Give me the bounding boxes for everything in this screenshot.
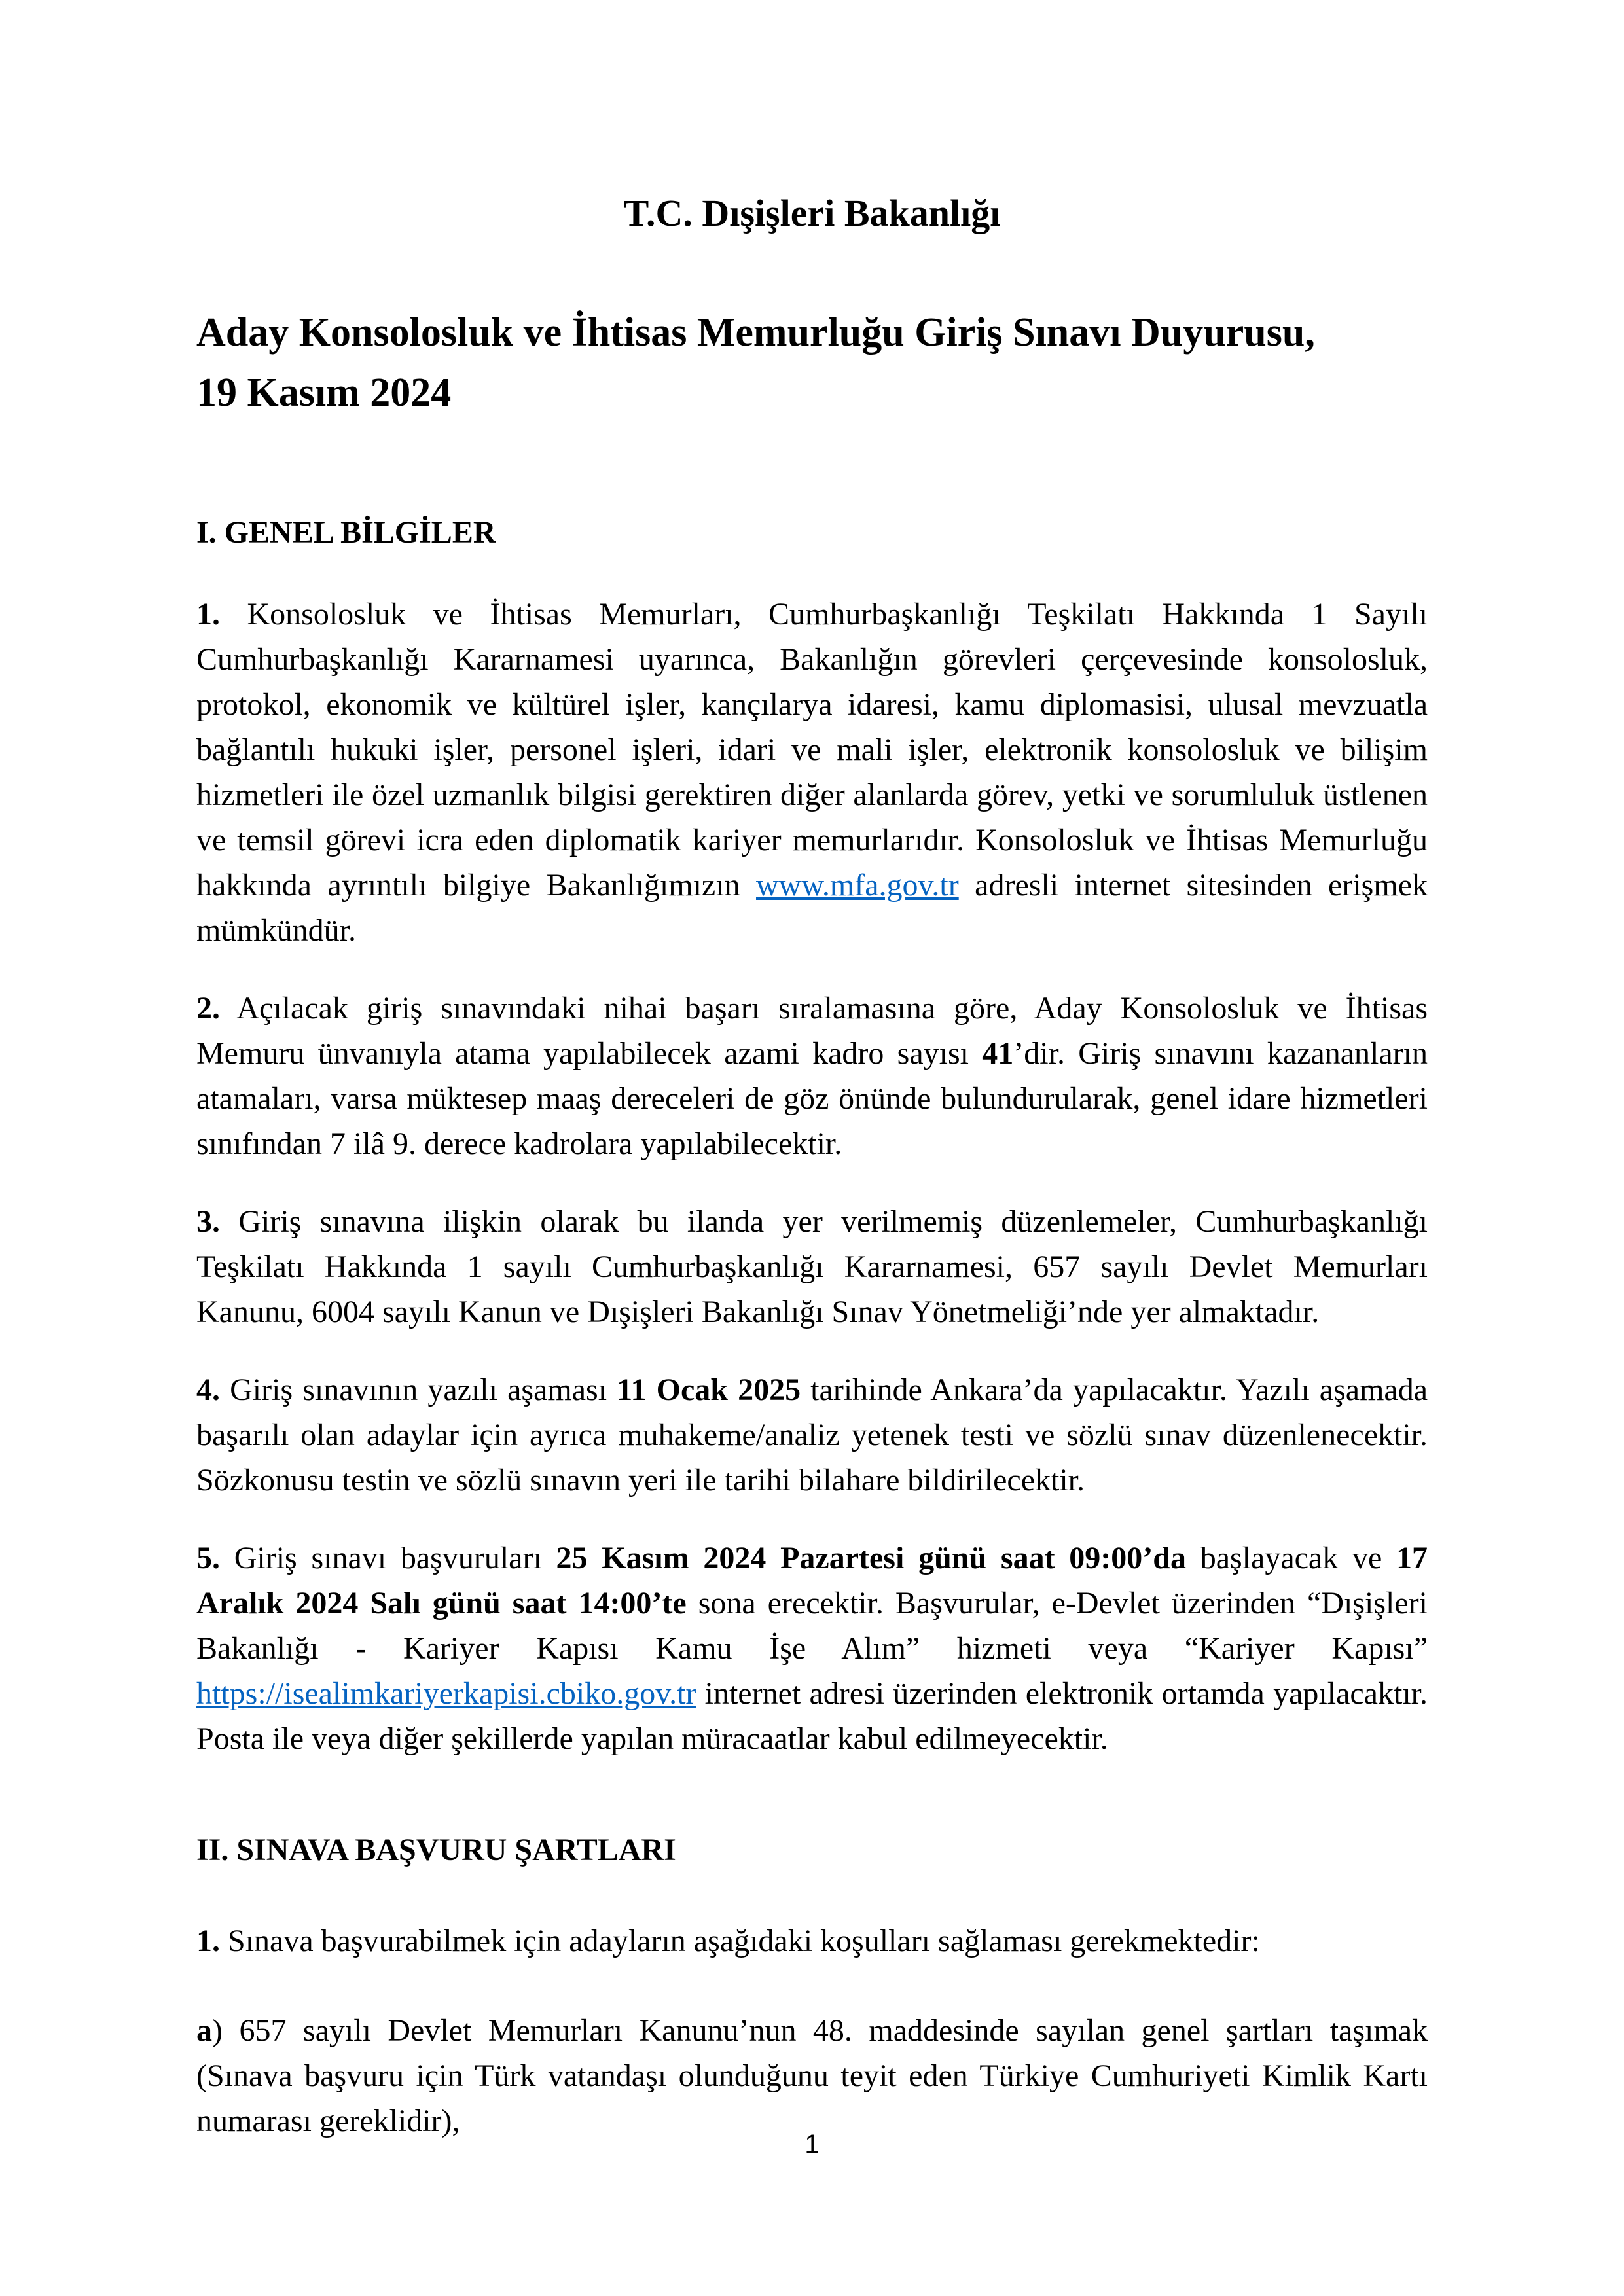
body-text: başlayacak ve — [1185, 1541, 1397, 1575]
item-number: 1. — [196, 597, 220, 632]
document-title: T.C. Dışişleri Bakanlığı — [623, 192, 1001, 234]
body-text: sona erecektir. Başvurular, e-Devlet üzerinden “Dışişleri Bakanlığı - Kariyer Kapısı Kamu İşe Alım” hizmeti veya “Kariyer Kapısı” — [196, 1586, 1428, 1666]
item-letter: a — [196, 2013, 212, 2048]
section-2-heading: II. SINAVA BAŞVURU ŞARTLARI — [196, 1833, 676, 1867]
body-text: Giriş sınavının yazılı aşaması — [220, 1372, 617, 1407]
item-number: 4. — [196, 1372, 220, 1407]
item-number: 5. — [196, 1541, 220, 1575]
paragraph-5 — [196, 1535, 1428, 1761]
body-text: tarihinde Ankara’da yapılacaktır. Yazılı aşamada başarılı olan adaylar için ayrıca muhakeme/analiz yetenek testi ve sözlü sınav düzenlenecektir. Sözkonusu testin ve sözlü sınavın yeri ile tarihi bilahare bildirilecektir. — [196, 1372, 1428, 1498]
page-number: 1 — [804, 2130, 820, 2159]
application-end-date: 17 Aralık 2024 Salı günü saat 14:00’te — [196, 1541, 1428, 1621]
body-text: Sınava başvurabilmek için adayların aşağıdaki koşulları sağlaması gerekmektedir: — [220, 1924, 1260, 1958]
paragraph-3 — [196, 1199, 1428, 1335]
announcement-heading — [196, 302, 1428, 423]
body-text: Giriş sınavına ilişkin olarak bu ilanda yer verilmemiş düzenlemeler, Cumhurbaşkanlığı Teşkilatı Hakkında 1 sayılı Cumhurbaşkanlığı Kararnamesi, 657 sayılı Devlet Memurları Kanunu, 6004 sayılı Kanun ve Dışişleri Bakanlığı Sınav Yönetmeliği’nde yer almaktadır. — [196, 1204, 1428, 1329]
body-text: ’dir. Giriş sınavını kazananların atamaları, varsa müktesep maaş dereceleri de göz önünde bulundurularak, genel idare hizmetleri sınıfından 7 ilâ 9. derece kadrolara yapılabilecektir. — [196, 1036, 1428, 1161]
paragraph-1 — [196, 592, 1428, 953]
announcement-heading-line1: Aday Konsolosluk ve İhtisas Memurluğu Giriş Sınavı Duyurusu, — [196, 310, 1315, 355]
body-text: Konsolosluk ve İhtisas Memurları, Cumhurbaşkanlığı Teşkilatı Hakkında 1 Sayılı Cumhurbaşkanlığı Kararnamesi uyarınca, Bakanlığın görevleri çerçevesinde konsolosluk, protokol, ekonomik ve kültürel işler, kançılarya idaresi, kamu diplomasisi, ulusal mevzuatla bağlantılı hukuki işler, personel işleri, idari ve mali işler, elektronik konsolosluk ve bilişim hizmetleri ile özel uzmanlık bilgisi gerektiren diğer alanlarda görev, yetki ve sorumluluk üstlenen ve temsil görevi icra eden diplomatik kariyer memurlarıdır. Konsolosluk ve İhtisas Memurluğu hakkında ayrıntılı bilgiye Bakanlığımızın — [196, 597, 1428, 903]
body-text: Giriş sınavı başvuruları — [220, 1541, 556, 1575]
item-number: 3. — [196, 1204, 220, 1239]
item-number: 1. — [196, 1924, 220, 1958]
paragraph-6 — [196, 1918, 1428, 1964]
announcement-heading-line2: 19 Kasım 2024 — [196, 370, 452, 415]
quota-number: 41 — [982, 1036, 1014, 1071]
exam-date: 11 Ocak 2025 — [617, 1372, 801, 1407]
kariyer-kapisi-link[interactable]: https://isealimkariyerkapisi.cbiko.gov.tr — [196, 1676, 696, 1711]
application-start-date: 25 Kasım 2024 Pazartesi günü saat 09:00’da — [556, 1541, 1186, 1575]
item-number: 2. — [196, 991, 220, 1026]
body-text: ) 657 sayılı Devlet Memurları Kanunu’nun 48. maddesinde sayılan genel şartları taşımak (Sınava başvuru için Türk vatandaşı olunduğunu teyit eden Türkiye Cumhuriyeti Kimlik Kartı numarası gereklidir), — [196, 2013, 1428, 2138]
body-text: adresli internet sitesinden erişmek mümkündür. — [196, 868, 1428, 948]
paragraph-7 — [196, 2008, 1428, 2144]
body-text: Açılacak giriş sınavındaki nihai başarı sıralamasına göre, Aday Konsolosluk ve İhtisas Memuru ünvanıyla atama yapılabilecek azami kadro sayısı — [196, 991, 1428, 1071]
section-1-heading: I. GENEL BİLGİLER — [196, 515, 496, 550]
mfa-gov-link[interactable]: www.mfa.gov.tr — [756, 868, 959, 903]
paragraph-4 — [196, 1367, 1428, 1503]
paragraph-2 — [196, 986, 1428, 1166]
body-text: internet adresi üzerinden elektronik ortamda yapılacaktır. Posta ile veya diğer şekillerde yapılan müracaatlar kabul edilmeyecektir. — [196, 1676, 1428, 1756]
